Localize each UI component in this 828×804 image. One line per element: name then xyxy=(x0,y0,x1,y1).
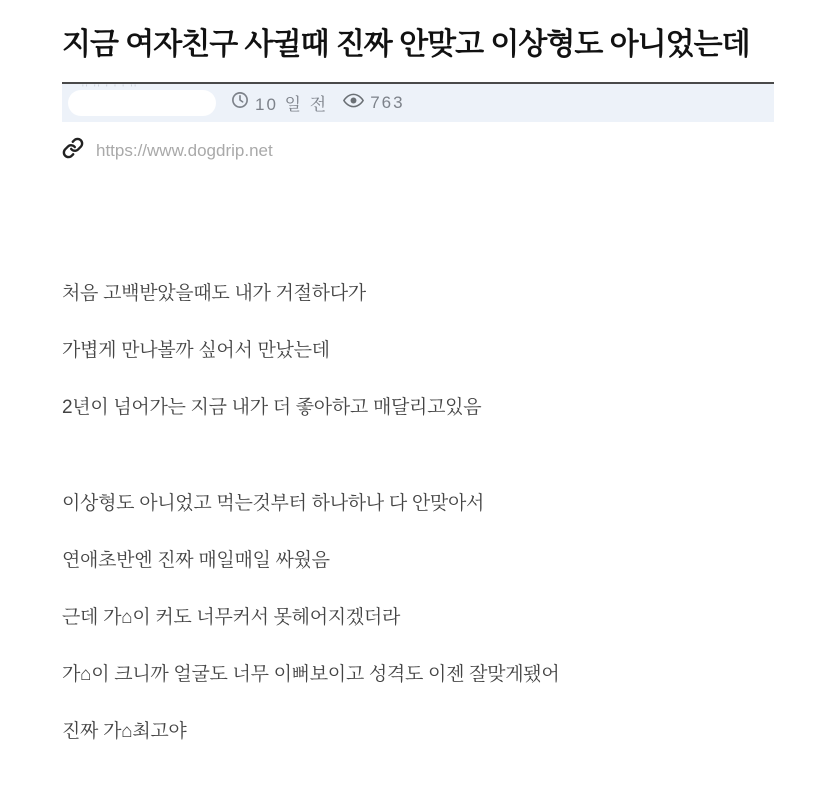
body-paragraph: 이상형도 아니었고 먹는것부터 하나하나 다 안맞아서 xyxy=(62,492,485,514)
body-paragraph: 근데 가⌂이 커도 너무커서 못헤어지겠더라 xyxy=(62,606,401,628)
body-paragraph: 처음 고백받았을때도 내가 거절하다가 xyxy=(62,282,366,304)
body-paragraph: 진짜 가⌂최고야 xyxy=(62,720,187,742)
post-body xyxy=(62,279,774,747)
view-count-item xyxy=(343,93,404,113)
post-date: 10 일 전 xyxy=(255,95,329,114)
body-paragraph: 연애초반엔 진짜 매일매일 싸웠음 xyxy=(62,549,330,571)
post-title: 지금 여자친구 사귈때 진짜 안맞고 이상형도 아니었는데 xyxy=(62,28,750,61)
meta-bar xyxy=(62,82,774,122)
username-redacted[interactable] xyxy=(68,90,216,116)
body-paragraph: 2년이 넘어가는 지금 내가 더 좋아하고 매달리고있음 xyxy=(62,396,482,418)
clock-icon xyxy=(231,91,255,114)
link-icon xyxy=(62,137,96,164)
source-link-row xyxy=(62,139,774,163)
post-date-item xyxy=(231,90,328,115)
eye-icon xyxy=(343,93,370,113)
body-paragraph: 가⌂이 크니까 얼굴도 너무 이뻐보이고 성격도 이젠 잘맞게됐어 xyxy=(62,663,560,685)
body-paragraph: 가볍게 만나볼까 싶어서 만났는데 xyxy=(62,339,330,361)
view-count: 763 xyxy=(370,92,405,112)
body-paragraph xyxy=(62,450,774,462)
source-url[interactable]: https://www.dogdrip.net xyxy=(96,140,273,160)
post-content-area xyxy=(62,0,774,747)
